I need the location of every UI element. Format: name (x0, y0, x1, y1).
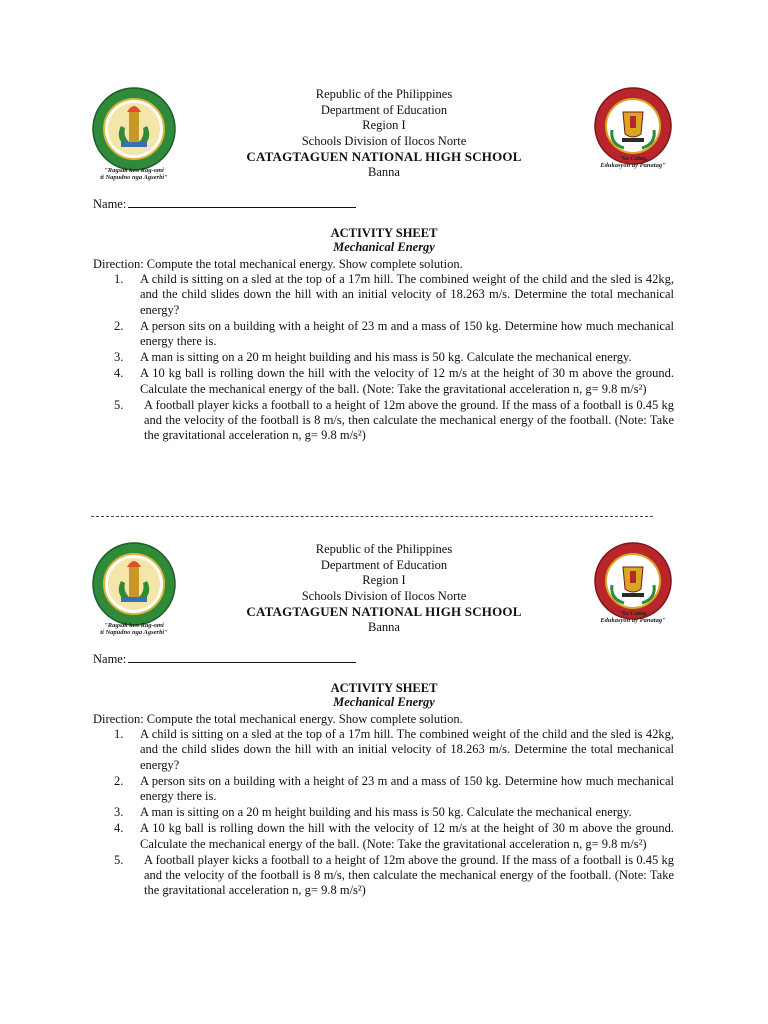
problem-number: 1. (114, 272, 124, 286)
problem-number: 2. (114, 318, 124, 333)
problem-item (114, 853, 674, 899)
header-country: Republic of the Philippines (315, 87, 453, 101)
problem-text: A man is sitting on a 20 m height building and his mass is 50 kg. Calculate the mechanical energy. (140, 350, 632, 365)
problem-list (114, 727, 674, 899)
header-division: Schools Division of Ilocos Norte (301, 588, 467, 603)
problem-text: A 10 kg ball is rolling down the hill with the velocity of 12 m/s at the height of 30 m above the ground. Calculate the mechanical energy of the ball. (Note: Take the gravitational acceleration n, g= 9.8 m/s²) (140, 821, 674, 851)
name-label: Name: (93, 197, 127, 211)
header-school-name: CATAGTAGUEN NATIONAL HIGH SCHOOL (246, 604, 522, 619)
header-place: Banna (368, 619, 400, 634)
problem-item (114, 774, 674, 805)
problem-item (114, 350, 674, 365)
problem-number: 3. (114, 350, 124, 365)
problem-item (114, 727, 674, 773)
problem-text: A child is sitting on a sled at the top of a 17m hill. The combined weight of the child and the sled is 42kg, and the child slides down the hill with an initial velocity of 18.263 m/s. Determine the total mechanical energy? (140, 727, 674, 772)
problem-text: A football player kicks a football to a height of 12m above the ground. If the mass of a football is 0.45 kg and the velocity of the football is 8 m/s, then calculate the mechanical energy of the football. (Note: Take the gravitational acceleration n, g= 9.8 m/s²) (144, 852, 674, 898)
header-country: Republic of the Philippines (315, 542, 453, 556)
deped-seal-icon (91, 86, 177, 172)
header-department: Department of Education (320, 557, 448, 572)
school-motto-line: "Sa Catag, (618, 155, 648, 162)
name-field (93, 651, 356, 667)
problem-list (114, 272, 674, 444)
header-department: Department of Education (320, 102, 448, 117)
name-blank-line (128, 651, 356, 663)
problem-number: 4. (114, 366, 124, 381)
problem-number: 2. (114, 773, 124, 788)
deped-motto (82, 167, 186, 181)
problem-item (114, 272, 674, 318)
problem-item (114, 821, 674, 852)
activity-sheet-top (0, 0, 768, 470)
problem-text: A person sits on a building with a height of 23 m and a mass of 150 kg. Determine how much mechanical energy there is. (140, 318, 674, 349)
deped-seal-icon (91, 541, 177, 627)
problem-item (114, 319, 674, 350)
sheet-title: ACTIVITY SHEET (330, 226, 438, 240)
deped-motto-line: "Ragsak ken Rag-omi (104, 167, 164, 174)
school-motto (585, 155, 681, 169)
school-motto-line: Edukasyon ay Panatag" (600, 617, 666, 624)
direction-text: Direction: Compute the total mechanical energy. Show complete solution. (93, 257, 463, 271)
problem-item (114, 366, 674, 397)
problem-number: 1. (114, 727, 124, 741)
problem-text: A football player kicks a football to a height of 12m above the ground. If the mass of a football is 0.45 kg and the velocity of the football is 8 m/s, then calculate the mechanical energy of the football. (Note: Take the gravitational acceleration n, g= 9.8 m/s²) (144, 397, 674, 443)
name-blank-line (128, 196, 356, 208)
sheet-subtitle: Mechanical Energy (333, 240, 435, 254)
header-region: Region I (362, 573, 406, 587)
deped-motto (82, 622, 186, 636)
problem-number: 5. (114, 397, 124, 412)
letterhead (234, 87, 534, 180)
sheet-title: ACTIVITY SHEET (330, 681, 438, 695)
name-label: Name: (93, 652, 127, 666)
header-place: Banna (368, 164, 400, 179)
header-region: Region I (362, 118, 406, 132)
header-school-name: CATAGTAGUEN NATIONAL HIGH SCHOOL (246, 149, 522, 164)
problem-item (114, 805, 674, 820)
activity-sheet-bottom (0, 455, 768, 925)
school-motto-line: Edukasyon ay Panatag" (600, 162, 666, 169)
problem-number: 3. (114, 805, 124, 820)
problem-number: 4. (114, 821, 124, 836)
school-motto-line: "Sa Catag, (618, 610, 648, 617)
problem-text: A person sits on a building with a height of 23 m and a mass of 150 kg. Determine how much mechanical energy there is. (140, 773, 674, 804)
deped-motto-line: ti Napudno nga Agserbi" (100, 174, 168, 181)
problem-text: A child is sitting on a sled at the top of a 17m hill. The combined weight of the child and the sled is 42kg, and the child slides down the hill with an initial velocity of 18.263 m/s. Determine the total mechanical energy? (140, 272, 674, 317)
header-division: Schools Division of Ilocos Norte (301, 133, 467, 148)
problem-number: 5. (114, 852, 124, 867)
sheet-subtitle: Mechanical Energy (333, 695, 435, 709)
school-motto (585, 610, 681, 624)
name-field (93, 196, 356, 212)
deped-motto-line: ti Napudno nga Agserbi" (100, 629, 168, 636)
letterhead (234, 542, 534, 635)
problem-item (114, 398, 674, 444)
problem-text: A 10 kg ball is rolling down the hill with the velocity of 12 m/s at the height of 30 m above the ground. Calculate the mechanical energy of the ball. (Note: Take the gravitational acceleration n, g= 9.8 m/s²) (140, 366, 674, 396)
direction-text: Direction: Compute the total mechanical energy. Show complete solution. (93, 712, 463, 726)
deped-motto-line: "Ragsak ken Rag-omi (104, 622, 164, 629)
problem-text: A man is sitting on a 20 m height building and his mass is 50 kg. Calculate the mechanical energy. (140, 805, 632, 820)
